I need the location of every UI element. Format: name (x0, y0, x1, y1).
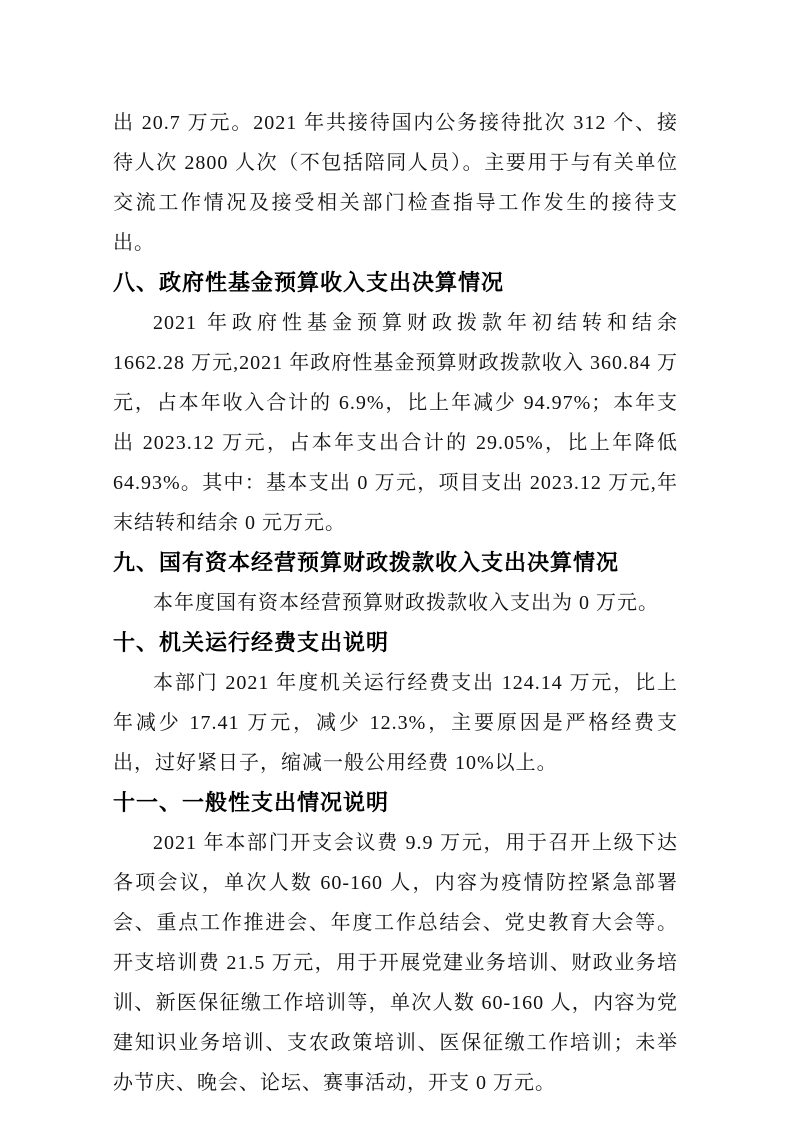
paragraph-general-expenditure-details: 2021 年本部门开支会议费 9.9 万元，用于召开上级下达各项会议，单次人数 60-160 人，内容为疫情防控紧急部署会、重点工作推进会、年度工作总结会、党史教育大会等。开支培训费 21.5 万元，用于开展党建业务培训、财政业务培训、新医保征缴工作培训等，单次人数 60-160 人，内容为党建知识业务培训、支农政策培训、医保征缴工作培训；未举办节庆、晚会、论坛、赛事活动，开支 0 万元。 (113, 832, 678, 1094)
paragraph-official-reception-continued: 出 20.7 万元。2021 年共接待国内公务接待批次 312 个、接待人次 2800 人次（不包括陪同人员）。主要用于与有关单位交流工作情况及接受相关部门检查指导工作发生的接待支出。 (113, 112, 678, 254)
heading-section-nine-state-capital-budget: 九、国有资本经营预算财政拨款收入支出决算情况 (113, 550, 620, 575)
heading-section-ten-agency-operating-expense: 十、机关运行经费支出说明 (113, 630, 390, 655)
heading-section-eleven-general-expenditure: 十一、一般性支出情况说明 (113, 790, 390, 815)
paragraph-agency-operating-expense-details: 本部门 2021 年度机关运行经费支出 124.14 万元，比上年减少 17.41 万元，减少 12.3%，主要原因是严格经费支出，过好紧日子，缩减一般公用经费 10%以上。 (113, 672, 678, 774)
paragraph-govt-fund-budget-details: 2021 年政府性基金预算财政拨款年初结转和结余 1662.28 万元,2021 年政府性基金预算财政拨款收入 360.84 万元，占本年收入合计的 6.9%，比上年减少 94.97%；本年支出 2023.12 万元，占本年支出合计的 29.05%，比上年降低 64.93%。其中：基本支出 0 万元，项目支出 2023.12 万元,年末结转和结余 0 元万元。 (113, 312, 678, 534)
heading-section-eight-govt-fund-budget: 八、政府性基金预算收入支出决算情况 (113, 270, 505, 295)
paragraph-state-capital-budget-details: 本年度国有资本经营预算财政拨款收入支出为 0 万元。 (153, 592, 659, 614)
